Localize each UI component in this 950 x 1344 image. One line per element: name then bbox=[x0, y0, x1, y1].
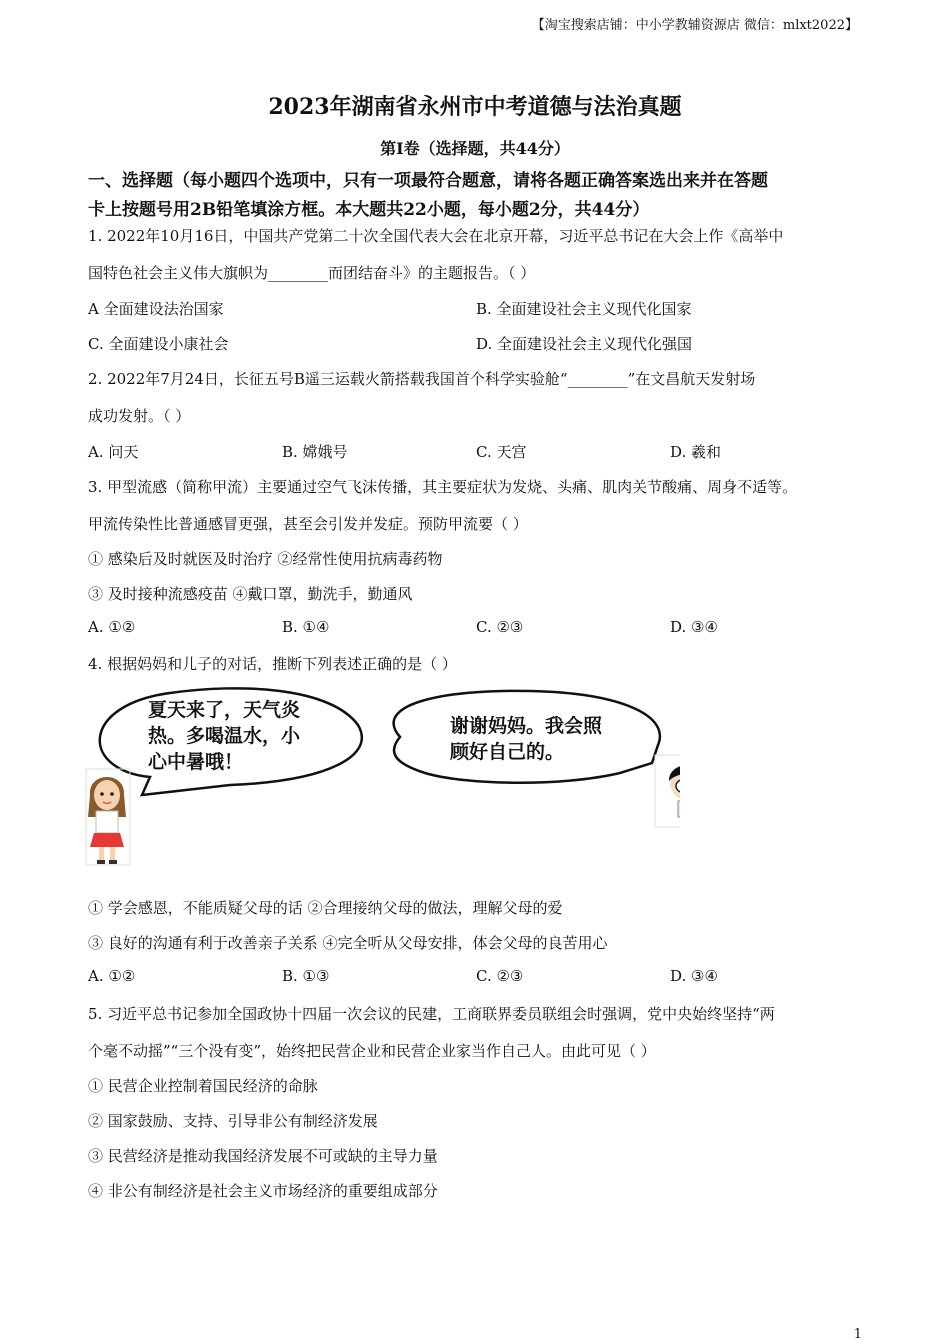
page-number: 1 bbox=[853, 1327, 862, 1342]
q2-option-b: B. 嫦娥号 bbox=[282, 443, 348, 461]
mom-bubble-text bbox=[148, 697, 300, 775]
son-bubble-line2: 顾好自己的。 bbox=[450, 741, 565, 763]
q5-statement-4: ④ 非公有制经济是社会主义市场经济的重要组成部分 bbox=[88, 1182, 438, 1200]
q5-stem-line1: 5. 习近平总书记参加全国政协十四届一次会议的民建，工商联界委员联组会时强调，党中央始终坚持“两 bbox=[88, 1005, 775, 1023]
q4-option-b: B. ①③ bbox=[282, 967, 330, 985]
q1-stem-line1: 1. 2022年10月16日，中国共产党第二十次全国代表大会在北京开幕，习近平总书记在大会上作《高举中 bbox=[88, 227, 784, 245]
mom-bubble-line1: 夏天来了，天气炎 bbox=[148, 699, 301, 721]
q4-statements-2: ③ 良好的沟通有利于改善亲子关系 ④完全听从父母安排，体会父母的良苦用心 bbox=[88, 934, 608, 952]
q3-stem-line1: 3. 甲型流感（简称甲流）主要通过空气飞沫传播，其主要症状为发烧、头痛、肌肉关节酸痛、周身不适等。 bbox=[88, 478, 798, 496]
page-title: 2023年湖南省永州市中考道德与法治真题 bbox=[268, 94, 682, 120]
q3-statements-2: ③ 及时接种流感疫苗 ④戴口罩，勤洗手，勤通风 bbox=[88, 585, 413, 603]
q3-option-b: B. ①④ bbox=[282, 618, 330, 636]
q3-statements-1: ① 感染后及时就医及时治疗 ②经常性使用抗病毒药物 bbox=[88, 550, 443, 568]
q4-stem: 4. 根据妈妈和儿子的对话，推断下列表述正确的是（ ） bbox=[88, 655, 457, 673]
q4-option-c: C. ②③ bbox=[476, 967, 524, 985]
q1-stem-line2: 国特色社会主义伟大旗帜为________而团结奋斗》的主题报告。（ ） bbox=[88, 264, 536, 282]
q2-option-d: D. 羲和 bbox=[670, 443, 722, 461]
q2-stem-line1: 2. 2022年7月24日，长征五号B遥三运载火箭搭载我国首个科学实验舱“________”在文昌航天发射场 bbox=[88, 370, 756, 388]
q4-statements-1: ① 学会感恩，不能质疑父母的话 ②合理接纳父母的做法，理解父母的爱 bbox=[88, 899, 563, 917]
son-figure bbox=[655, 755, 680, 827]
q1-option-b: B. 全面建设社会主义现代化国家 bbox=[476, 300, 692, 318]
q3-option-a: A. ①② bbox=[88, 618, 136, 636]
section-heading-line2: 卡上按题号用2B铅笔填涂方框。本大题共22小题，每小题2分，共44分） bbox=[88, 200, 650, 220]
q4-option-d: D. ③④ bbox=[670, 967, 718, 985]
mom-bubble-line2: 热。多喝温水，小 bbox=[148, 725, 301, 747]
q1-option-c: C. 全面建设小康社会 bbox=[88, 335, 229, 353]
q2-stem-line2: 成功发射。（ ） bbox=[88, 407, 191, 425]
header-note: 【淘宝搜索店铺：中小学教辅资源店 微信：mlxt2022】 bbox=[531, 18, 858, 33]
q3-option-d: D. ③④ bbox=[670, 618, 718, 636]
q3-option-c: C. ②③ bbox=[476, 618, 524, 636]
q2-option-c: C. 天宫 bbox=[476, 443, 527, 461]
mom-bubble-line3: 心中暑哦！ bbox=[148, 751, 244, 773]
q5-statement-2: ② 国家鼓励、支持、引导非公有制经济发展 bbox=[88, 1112, 378, 1130]
q5-stem-line2: 个毫不动摇”“三个没有变”，始终把民营企业和民营企业家当作自己人。由此可见（ ） bbox=[88, 1042, 656, 1060]
q4-option-a: A. ①② bbox=[88, 967, 136, 985]
q5-statement-3: ③ 民营经济是推动我国经济发展不可或缺的主导力量 bbox=[88, 1147, 438, 1165]
q2-option-a: A. 问天 bbox=[88, 443, 139, 461]
page-subtitle: 第Ⅰ卷（选择题，共44分） bbox=[380, 139, 570, 158]
q5-statement-1: ① 民营企业控制着国民经济的命脉 bbox=[88, 1077, 318, 1095]
q1-option-d: D. 全面建设社会主义现代化强国 bbox=[476, 335, 693, 353]
son-bubble-text bbox=[450, 713, 602, 765]
q3-stem-line2: 甲流传染性比普通感冒更强，甚至会引发并发症。预防甲流要（ ） bbox=[88, 515, 528, 533]
section-heading-line1: 一、选择题（每小题四个选项中，只有一项最符合题意，请将各题正确答案选出来并在答题 bbox=[88, 171, 768, 191]
mom-figure bbox=[86, 769, 130, 865]
son-bubble-line1: 谢谢妈妈。我会照 bbox=[450, 715, 603, 737]
q1-option-a: A 全面建设法治国家 bbox=[88, 300, 224, 318]
